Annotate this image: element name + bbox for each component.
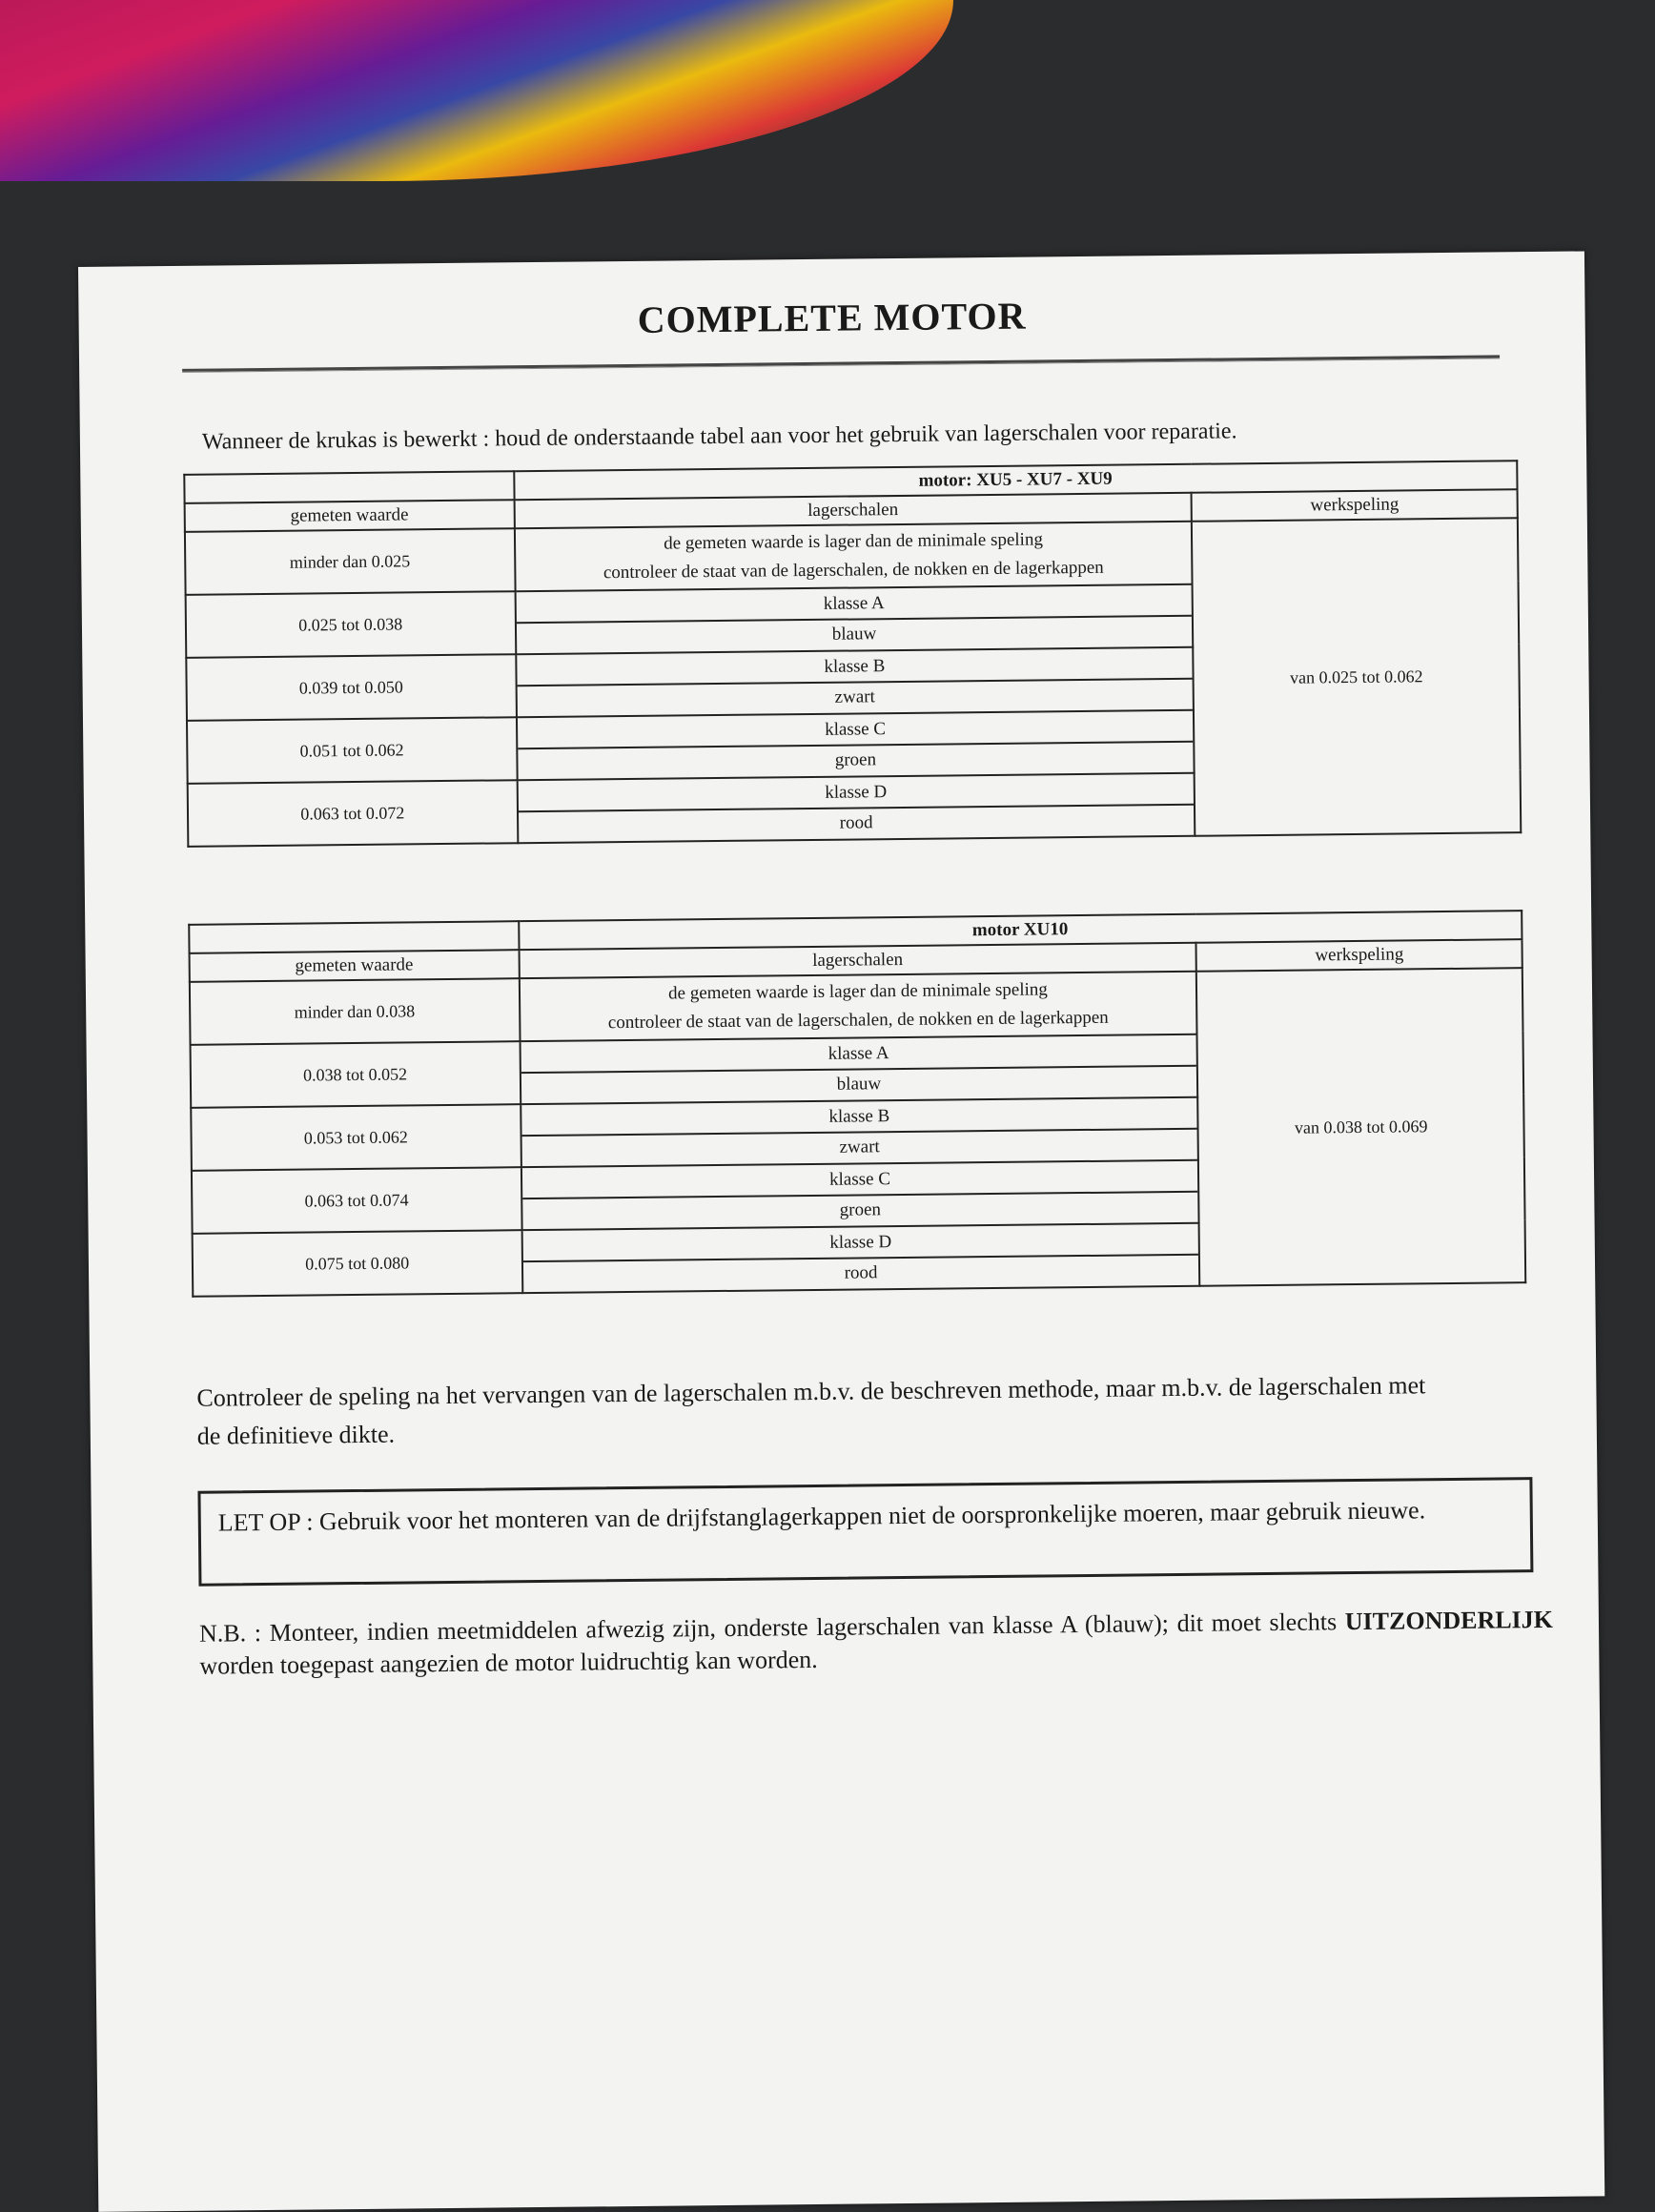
measured-value: 0.039 tot 0.050 — [186, 654, 516, 721]
warning-note: LET OP : Gebruik voor het monteren van de drijfstanglagerkappen niet de oorspronkelijke moeren, maar gebruik nieuwe. — [197, 1477, 1533, 1587]
shell-class: klasse A — [828, 1043, 889, 1064]
shell-line2: controleer de staat van de lagerschalen, de nokken en de lagerkappen — [603, 557, 1104, 584]
header-measured: gemeten waarde — [190, 950, 520, 982]
shell-color: groen — [518, 741, 1194, 778]
shell-color: blauw — [521, 1065, 1196, 1102]
measured-value: 0.051 tot 0.062 — [187, 717, 517, 784]
manual-page — [78, 251, 1604, 2211]
shell-color: rood — [522, 1254, 1198, 1291]
measured-value: 0.063 tot 0.074 — [192, 1167, 521, 1234]
shell-line1: de gemeten waarde is lager dan de minimale speling — [664, 529, 1044, 554]
shell-color: zwart — [521, 1128, 1197, 1165]
table-corner — [184, 471, 514, 503]
header-shells: lagerschalen — [514, 493, 1192, 528]
header-measured: gemeten waarde — [185, 500, 515, 532]
measured-value: minder dan 0.025 — [185, 528, 515, 595]
nb-text-start: N.B. : Monteer, indien meetmiddelen afwezig zijn, onderste lagerschalen van klasse A (blauw); dit moet slechts — [198, 1608, 1338, 1648]
clearance-value: van 0.038 tot 0.069 — [1196, 968, 1525, 1286]
table-row — [185, 518, 1519, 595]
header-clearance: werkspeling — [1192, 489, 1518, 522]
motor-heading: motor XU10 — [519, 911, 1522, 950]
nb-emphasis: UITZONDERLIJK — [1344, 1605, 1554, 1636]
shell-color: blauw — [516, 615, 1192, 652]
header-clearance: werkspeling — [1196, 939, 1522, 972]
title-divider — [182, 355, 1500, 372]
shell-info — [517, 773, 1195, 843]
shell-info — [514, 522, 1193, 591]
bearing-table-xu5-xu7-xu9 — [183, 460, 1522, 848]
shell-color: rood — [518, 804, 1194, 841]
motor-heading: motor: XU5 - XU7 - XU9 — [514, 461, 1518, 500]
shell-info — [521, 1097, 1199, 1167]
shell-line2: controleer de staat van de lagerschalen, de nokken en de lagerkappen — [607, 1007, 1109, 1034]
header-shells: lagerschalen — [519, 943, 1196, 978]
shell-color: zwart — [517, 678, 1193, 715]
page-title: COMPLETE MOTOR — [637, 294, 1027, 341]
shell-info — [519, 972, 1197, 1041]
shell-info — [516, 647, 1195, 717]
binder-hole — [1600, 327, 1655, 404]
clearance-value: van 0.025 tot 0.062 — [1192, 518, 1521, 836]
shell-class: klasse D — [829, 1232, 892, 1253]
binder-hole — [1614, 1748, 1655, 1825]
measured-value: 0.025 tot 0.038 — [186, 591, 516, 658]
intro-text: Wanneer de krukas is bewerkt : houd de onderstaande tabel aan voor het gebruik van lagerschalen voor reparatie. — [201, 419, 1237, 455]
nb-note — [199, 1604, 1554, 1683]
bearing-table-xu10 — [188, 910, 1526, 1298]
nb-text-end: worden toegepast aangezien de motor luidruchtig kan worden. — [199, 1645, 818, 1680]
shell-info — [516, 710, 1195, 780]
shell-info — [520, 1034, 1198, 1104]
shell-info — [515, 584, 1194, 654]
table-row — [190, 968, 1523, 1045]
binder-hole — [1607, 1052, 1655, 1129]
shell-class: klasse D — [825, 782, 888, 803]
background-fabric — [0, 0, 953, 181]
shell-info — [521, 1223, 1200, 1293]
clearance-paragraph: Controleer de speling na het vervangen van de lagerschalen m.b.v. de beschreven methode, maar m.b.v. de lagerschalen met de definitieve dikte. — [196, 1371, 1426, 1450]
shell-color: groen — [522, 1191, 1198, 1228]
table-corner — [189, 921, 519, 953]
shell-class: klasse A — [823, 593, 885, 614]
measured-value: 0.063 tot 0.072 — [188, 780, 518, 847]
measured-value: 0.038 tot 0.052 — [191, 1041, 521, 1108]
shell-class: klasse B — [824, 656, 886, 677]
measured-value: 0.053 tot 0.062 — [191, 1104, 521, 1171]
shell-class: klasse B — [828, 1106, 890, 1127]
measured-value: minder dan 0.038 — [190, 978, 520, 1045]
shell-class: klasse C — [825, 719, 887, 740]
shell-class: klasse C — [828, 1169, 891, 1190]
measured-value: 0.075 tot 0.080 — [193, 1230, 522, 1297]
shell-info — [521, 1160, 1199, 1230]
shell-line1: de gemeten waarde is lager dan de minimale speling — [667, 979, 1048, 1004]
